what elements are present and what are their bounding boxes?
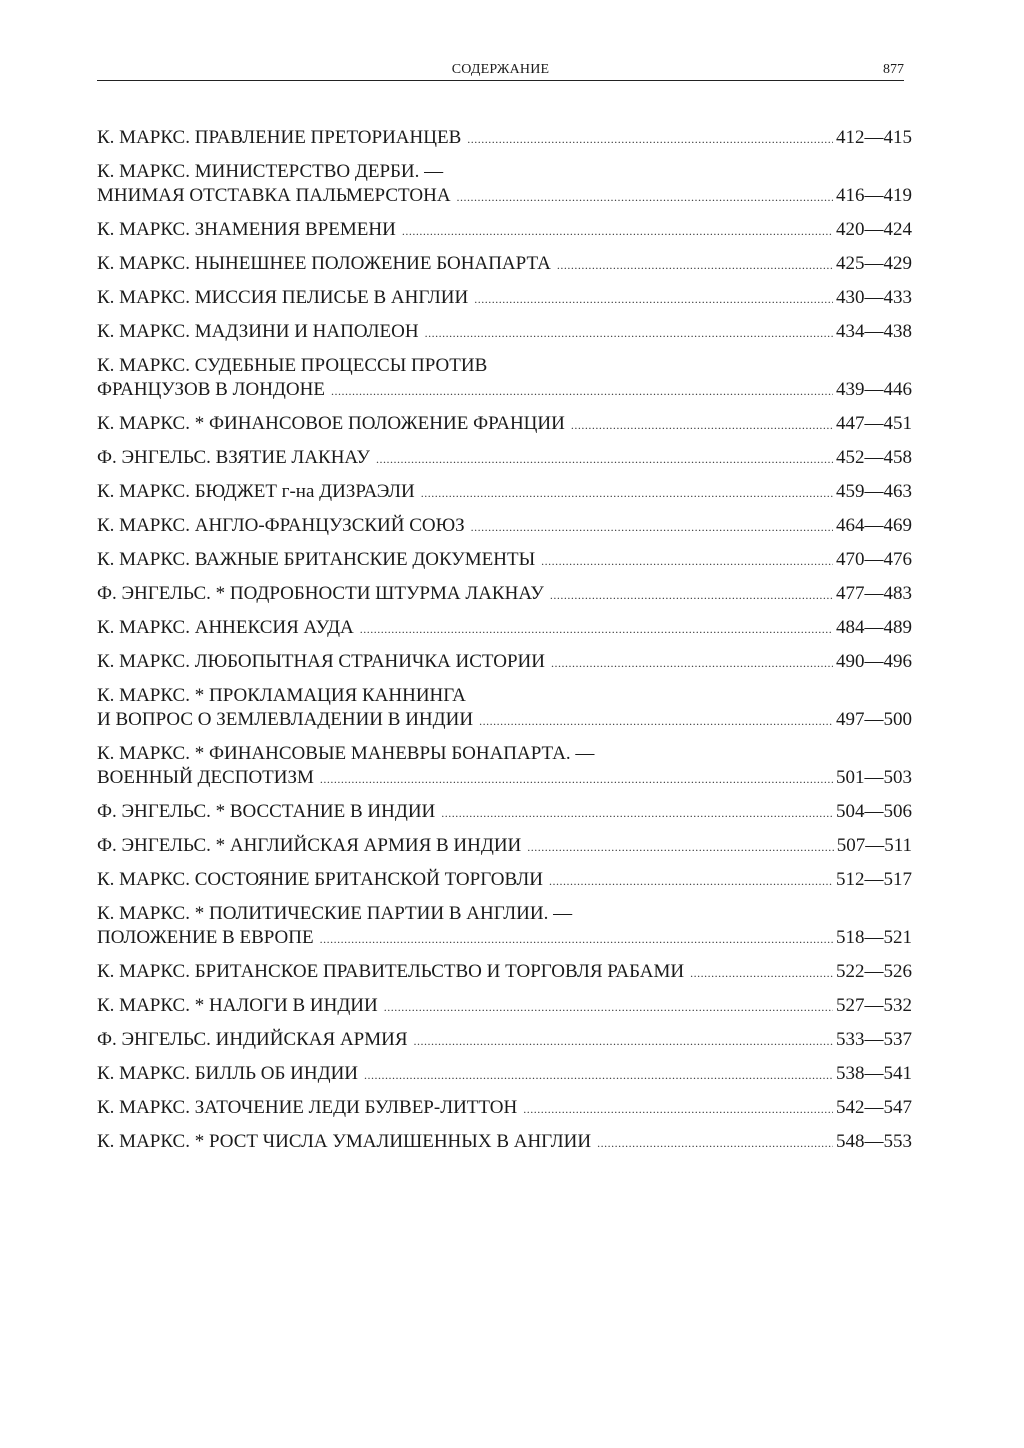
toc-entry-title-line: К. МАРКС. ВАЖНЫЕ БРИТАНСКИЕ ДОКУМЕНТЫ [97,549,536,570]
toc-entry-row [97,126,912,150]
toc-entry [97,960,912,984]
toc-entry-title-line: К. МАРКС. БРИТАНСКОЕ ПРАВИТЕЛЬСТВО И ТОРГОВЛЯ РАБАМИ [97,961,685,982]
toc-entry-pages: 507—511 [836,835,912,856]
dot-leader [571,419,833,431]
toc-entry [97,994,912,1018]
toc-entry [97,252,912,276]
toc-entry-pages: 459—463 [836,481,912,502]
toc-entry-pages: 527—532 [836,995,912,1016]
toc-entry-row [97,926,912,950]
toc-entry-title-line: К. МАРКС. МИССИЯ ПЕЛИСЬЕ В АНГЛИИ [97,287,469,308]
toc-entry-title-line: И ВОПРОС О ЗЕМЛЕВЛАДЕНИИ В ИНДИИ [97,709,474,730]
page-header [97,58,904,81]
toc-entry [97,650,912,674]
page-number: 877 [883,62,904,77]
toc-entry-title-line: ПОЛОЖЕНИЕ В ЕВРОПЕ [97,927,314,948]
toc-entry-title-line: Ф. ЭНГЕЛЬС. * ПОДРОБНОСТИ ШТУРМА ЛАКНАУ [97,583,544,604]
toc-entry-title-line: К. МАРКС. МИНИСТЕРСТВО ДЕРБИ. — [97,161,444,182]
toc-entry-pages: 542—547 [836,1097,912,1118]
toc-entry-pages: 425—429 [836,253,912,274]
toc-entry-pages: 538—541 [836,1063,912,1084]
toc-entry-title-line: К. МАРКС. МАДЗИНИ И НАПОЛЕОН [97,321,419,342]
toc-entry-row [97,514,912,538]
toc-entry-row [97,412,912,436]
toc-entry [97,616,912,640]
toc-entry-title-line: К. МАРКС. ЗНАМЕНИЯ ВРЕМЕНИ [97,219,396,240]
toc-entry-row [97,834,912,858]
toc-entry [97,286,912,310]
toc-entry [97,582,912,606]
toc-entry-title-line: Ф. ЭНГЕЛЬС. ВЗЯТИЕ ЛАКНАУ [97,447,370,468]
toc-entry-pages: 518—521 [836,927,912,948]
toc-entry [97,548,912,572]
toc-entry-pages: 504—506 [836,801,912,822]
toc-entry-row [97,708,912,732]
toc-entry-row [97,868,912,892]
toc-entry-pages: 477—483 [836,583,912,604]
toc-entry-title-line: К. МАРКС. * РОСТ ЧИСЛА УМАЛИШЕННЫХ В АНГЛИИ [97,1131,592,1152]
toc-entry [97,1096,912,1120]
toc-entry [97,126,912,150]
toc-entry-title-line: К. МАРКС. * ПОЛИТИЧЕСКИЕ ПАРТИИ В АНГЛИИ. — [97,903,573,924]
toc-entry-row [97,800,912,824]
dot-leader [597,1137,833,1149]
toc-entry-row [97,218,912,242]
dot-leader [457,191,833,203]
dot-leader [549,875,833,887]
toc-entry-row [97,184,912,208]
dot-leader [320,773,833,785]
toc-entry-row [97,650,912,674]
toc-entry [97,868,912,892]
toc-entry-title-line: К. МАРКС. НЫНЕШНЕЕ ПОЛОЖЕНИЕ БОНАПАРТА [97,253,551,274]
table-of-contents [97,126,912,1164]
toc-entry-title-line: К. МАРКС. * НАЛОГИ В ИНДИИ [97,995,378,1016]
toc-entry-row [97,1130,912,1154]
running-title: СОДЕРЖАНИЕ [451,62,550,77]
toc-entry-row [97,766,912,790]
toc-entry [97,320,912,344]
toc-entry-title-line: МНИМАЯ ОТСТАВКА ПАЛЬМЕРСТОНА [97,185,451,206]
toc-entry-title-line: К. МАРКС. БЮДЖЕТ г-на ДИЗРАЭЛИ [97,481,415,502]
dot-leader [360,623,833,635]
toc-entry-pages: 439—446 [836,379,912,400]
dot-leader [541,555,833,567]
dot-leader [551,657,833,669]
toc-entry-title-line: К. МАРКС. АННЕКСИЯ АУДА [97,617,354,638]
dot-leader [320,933,833,945]
dot-leader [376,453,833,465]
dot-leader [471,521,833,533]
toc-entry [97,834,912,858]
toc-entry-row [97,1096,912,1120]
toc-entry-pages: 501—503 [836,767,912,788]
toc-entry-pages: 490—496 [836,651,912,672]
dot-leader [402,225,833,237]
toc-entry-title-line: Ф. ЭНГЕЛЬС. * ВОССТАНИЕ В ИНДИИ [97,801,436,822]
toc-entry [97,800,912,824]
dot-leader [467,133,833,145]
toc-entry [97,514,912,538]
dot-leader [550,589,833,601]
toc-entry-pages: 447—451 [836,413,912,434]
toc-entry [97,412,912,436]
toc-entry [97,160,912,208]
toc-entry-title-line: К. МАРКС. АНГЛО-ФРАНЦУЗСКИЙ СОЮЗ [97,515,465,536]
toc-entry-row [97,480,912,504]
toc-entry-title-line: К. МАРКС. ЛЮБОПЫТНАЯ СТРАНИЧКА ИСТОРИИ [97,651,545,672]
dot-leader [425,327,833,339]
toc-entry-row [97,582,912,606]
toc-entry-pages: 522—526 [836,961,912,982]
toc-entry-pages: 452—458 [836,447,912,468]
toc-entry-title-line: К. МАРКС. * ФИНАНСОВОЕ ПОЛОЖЕНИЕ ФРАНЦИИ [97,413,565,434]
dot-leader [384,1001,833,1013]
toc-entry-row [97,252,912,276]
toc-entry-row [97,286,912,310]
toc-entry-title-line: ФРАНЦУЗОВ В ЛОНДОНЕ [97,379,325,400]
dot-leader [364,1069,833,1081]
toc-entry-pages: 412—415 [836,127,912,148]
dot-leader [331,385,833,397]
dot-leader [441,807,833,819]
dot-leader [690,967,833,979]
toc-entry [97,1130,912,1154]
toc-entry [97,902,912,950]
toc-entry-pages: 470—476 [836,549,912,570]
toc-entry-row [97,548,912,572]
toc-entry-pages: 416—419 [836,185,912,206]
toc-entry-title-line: К. МАРКС. * ФИНАНСОВЫЕ МАНЕВРЫ БОНАПАРТА. — [97,743,595,764]
dot-leader [414,1035,833,1047]
toc-entry [97,1062,912,1086]
toc-entry [97,446,912,470]
toc-entry-title-line: ВОЕННЫЙ ДЕСПОТИЗМ [97,767,314,788]
dot-leader [527,841,833,853]
dot-leader [421,487,833,499]
toc-entry-title-line: К. МАРКС. СОСТОЯНИЕ БРИТАНСКОЙ ТОРГОВЛИ [97,869,544,890]
toc-entry [97,684,912,732]
toc-entry-row [97,378,912,402]
toc-entry-pages: 512—517 [836,869,912,890]
toc-entry-pages: 533—537 [836,1029,912,1050]
toc-entry-pages: 497—500 [836,709,912,730]
toc-entry-title-line: Ф. ЭНГЕЛЬС. * АНГЛИЙСКАЯ АРМИЯ В ИНДИИ [97,835,522,856]
toc-entry-row [97,1028,912,1052]
dot-leader [557,259,833,271]
toc-entry-row [97,994,912,1018]
toc-entry-title-line: К. МАРКС. * ПРОКЛАМАЦИЯ КАННИНГА [97,685,466,706]
toc-entry-title-line: К. МАРКС. БИЛЛЬ ОБ ИНДИИ [97,1063,359,1084]
toc-entry-row [97,320,912,344]
toc-entry [97,742,912,790]
toc-entry [97,1028,912,1052]
toc-entry-row [97,1062,912,1086]
toc-entry-row [97,960,912,984]
toc-entry-pages: 548—553 [836,1131,912,1152]
toc-entry-pages: 484—489 [836,617,912,638]
toc-entry-pages: 464—469 [836,515,912,536]
dot-leader [523,1103,833,1115]
toc-entry-title-line: Ф. ЭНГЕЛЬС. ИНДИЙСКАЯ АРМИЯ [97,1029,408,1050]
toc-entry [97,480,912,504]
toc-entry-row [97,446,912,470]
dot-leader [479,715,833,727]
toc-entry-title-line: К. МАРКС. ПРАВЛЕНИЕ ПРЕТОРИАНЦЕВ [97,127,462,148]
dot-leader [474,293,833,305]
toc-entry-pages: 430—433 [836,287,912,308]
toc-entry-title-line: К. МАРКС. ЗАТОЧЕНИЕ ЛЕДИ БУЛВЕР-ЛИТТОН [97,1097,518,1118]
toc-entry-pages: 434—438 [836,321,912,342]
toc-entry-title-line: К. МАРКС. СУДЕБНЫЕ ПРОЦЕССЫ ПРОТИВ [97,355,488,376]
toc-entry-pages: 420—424 [836,219,912,240]
toc-entry-row [97,616,912,640]
toc-entry [97,354,912,402]
toc-entry [97,218,912,242]
